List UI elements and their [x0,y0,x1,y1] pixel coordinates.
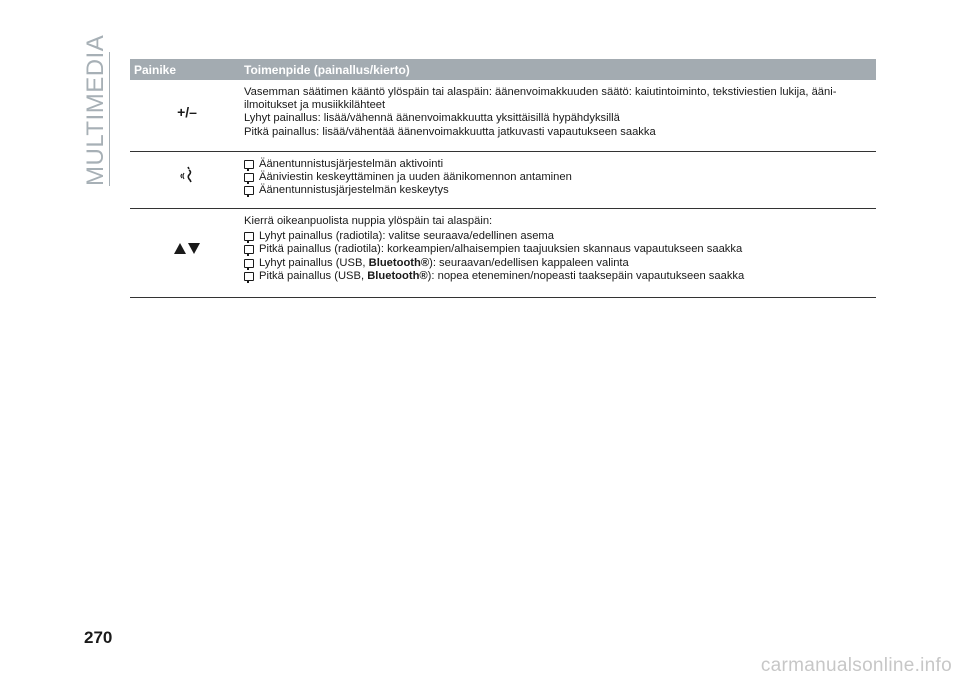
page-number: 270 [84,628,113,647]
voice-recognition-icon [179,166,195,188]
table-row [130,152,876,209]
table-header [130,59,876,80]
list-item: Pitkä painallus (radiotila): korkeampien/alhaisempien taajuuksien skannaus vapautukseen saakka [244,243,876,256]
table-row [130,209,876,298]
bullet-icon [244,173,254,182]
action-line: Pitkä painallus: lisää/vähentää äänenvoimakkuutta jatkuvasti vapautukseen saakka [244,125,656,138]
up-down-arrows-icon [174,243,200,254]
list-item: Äänentunnistusjärjestelmän keskeytys [244,184,876,197]
arrow-down-icon [188,243,200,254]
list-item: Lyhyt painallus (radiotila): valitse seuraava/edellinen asema [244,230,876,243]
action-intro: Kierrä oikeanpuolista nuppia ylöspäin tai alaspäin: [244,215,493,227]
list-item: Ääniviestin keskeyttäminen ja uuden äänikomennon antaminen [244,171,876,184]
bullet-icon [244,186,254,195]
arrow-up-icon [174,243,186,254]
bullet-icon [244,272,254,281]
action-line: Lyhyt painallus: lisää/vähennä äänenvoimakkuutta yksittäisillä hypähdyksillä [244,112,620,125]
bullet-icon [244,245,254,254]
button-function-table [130,59,876,298]
list-item: Lyhyt painallus (USB, Bluetooth®): seuraavan/edellisen kappaleen valinta [244,257,876,270]
section-rule [109,52,110,186]
action-cell [244,152,876,208]
action-line: Vasemman säätimen kääntö ylöspäin tai alaspäin: äänenvoimakkuuden säätö: kaiutintoiminto, tekstiviestien lukija, ääni-ilmoitukset ja musiikkilähteet [244,86,837,112]
button-cell [130,209,244,297]
header-col-button: Painike [134,62,177,77]
bullet-icon [244,232,254,241]
volume-button-label: +/– [177,103,197,120]
button-cell [130,80,244,151]
bullet-icon [244,160,254,169]
watermark: carmanualsonline.info [760,655,952,676]
button-cell [130,152,244,208]
table-row [130,80,876,152]
action-cell [244,209,876,297]
section-title: MULTIMEDIA [82,34,109,186]
action-cell [244,80,876,151]
bullet-icon [244,259,254,268]
list-item: Äänentunnistusjärjestelmän aktivointi [244,158,876,171]
header-col-action: Toimenpide (painallus/kierto) [244,62,410,77]
list-item: Pitkä painallus (USB, Bluetooth®): nopea eteneminen/nopeasti taaksepäin vapautukseen saakka [244,270,876,283]
